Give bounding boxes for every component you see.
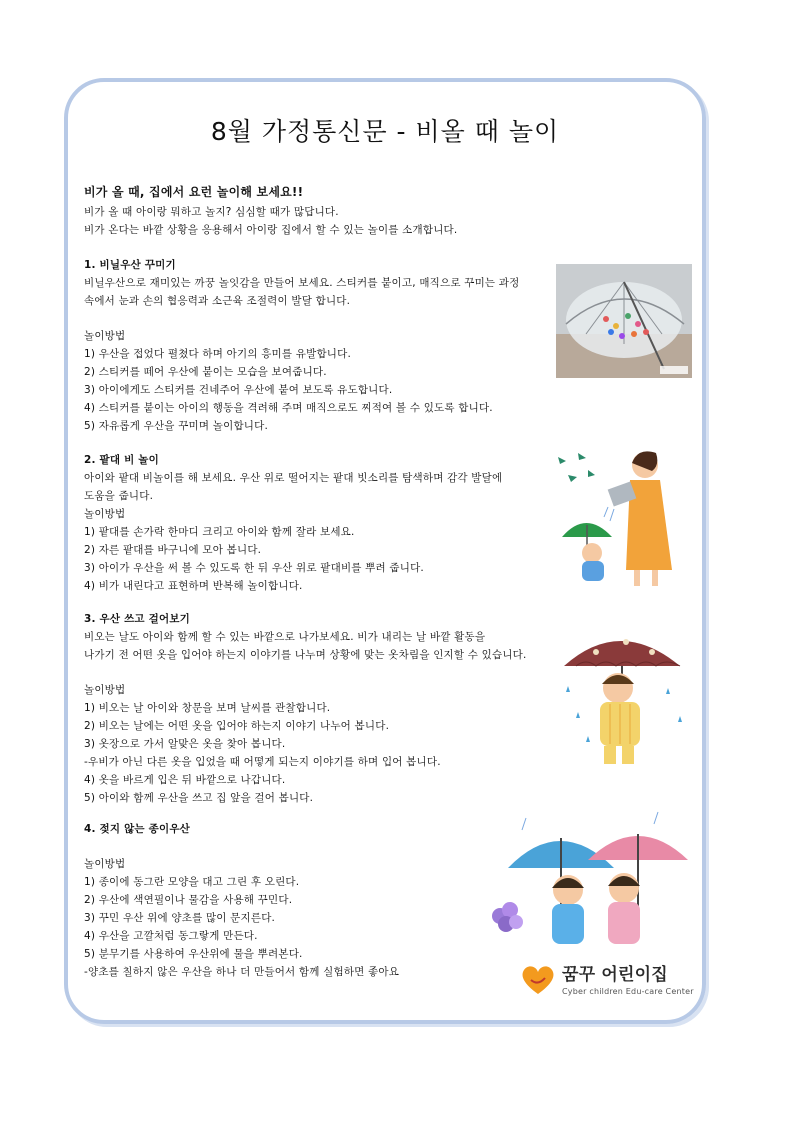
raincoat-child-illustration bbox=[556, 622, 696, 772]
section-2-step: 3) 아이가 우산을 써 볼 수 있도록 한 뒤 우산 위로 팥대비를 뿌려 줍니다. bbox=[84, 562, 424, 574]
two-children-umbrellas-illustration bbox=[488, 798, 694, 960]
section-4-method-label: 놀이방법 bbox=[84, 858, 126, 870]
section-2-desc-1: 아이와 팥대 비놀이를 해 보세요. 우산 위로 떨어지는 팥대 빗소리를 탐색하며 감각 발달에 bbox=[84, 472, 503, 484]
section-1-method-label: 놀이방법 bbox=[84, 330, 126, 342]
section-1-step: 1) 우산을 접었다 펼쳤다 하며 아기의 흥미를 유발합니다. bbox=[84, 348, 352, 360]
section-2-desc-2: 도움을 줍니다. bbox=[84, 490, 154, 502]
section-3-step-note: -우비가 아닌 다른 옷을 입었을 때 어떻게 되는지 이야기를 하며 입어 봅니다. bbox=[84, 756, 441, 768]
intro-heading: 비가 올 때, 집에서 요런 놀이해 보세요!! bbox=[84, 185, 304, 199]
section-4-step: 1) 종이에 동그란 모양을 대고 그린 후 오린다. bbox=[84, 876, 300, 888]
rain-play-illustration bbox=[548, 445, 698, 590]
section-1-step: 2) 스티커를 떼어 우산에 붙이는 모습을 보여줍니다. bbox=[84, 366, 327, 378]
section-1-step: 4) 스티커를 붙이는 아이의 행동을 격려해 주며 매직으로도 찌적여 볼 수 있도록 합니다. bbox=[84, 402, 493, 414]
logo-subtitle: Cyber children Edu-care Center bbox=[562, 987, 694, 996]
section-2-step: 1) 팥대를 손가락 한마디 크리고 아이와 함께 잘라 보세요. bbox=[84, 526, 355, 538]
intro-line-2: 비가 온다는 바깥 상황을 응용해서 아이랑 집에서 할 수 있는 놀이를 소개합니다. bbox=[84, 224, 458, 236]
section-4-heading: 4. 젖지 않는 종이우산 bbox=[84, 823, 191, 835]
section-3-desc-2: 나가기 전 어떤 옷을 입어야 하는지 이야기를 나누며 상황에 맞는 옷차림을 인지할 수 있습니다. bbox=[84, 649, 527, 661]
section-3-heading: 3. 우산 쓰고 걸어보기 bbox=[84, 613, 191, 625]
section-3-desc-1: 비오는 날도 아이와 함께 할 수 있는 바깥으로 나가보세요. 비가 내리는 날 바깥 활동을 bbox=[84, 631, 486, 643]
section-2-step: 2) 자른 팥대를 바구니에 모아 봅니다. bbox=[84, 544, 262, 556]
section-1-desc-2: 속에서 눈과 손의 협응력과 소근육 조절력이 발달 합니다. bbox=[84, 295, 351, 307]
section-4-step: 2) 우산에 색연필이나 물감을 사용해 꾸민다. bbox=[84, 894, 293, 906]
umbrella-photo bbox=[556, 264, 692, 378]
section-2-heading: 2. 팥대 비 놀이 bbox=[84, 454, 159, 466]
section-1-step: 5) 자유롭게 우산을 꾸미며 놀이합니다. bbox=[84, 420, 269, 432]
intro-line-1: 비가 올 때 아이랑 뭐하고 놀지? 심심할 때가 많답니다. bbox=[84, 206, 339, 218]
logo-name: 꿈꾸 어린이집 bbox=[562, 965, 668, 985]
section-1-heading: 1. 비닐우산 꾸미기 bbox=[84, 259, 176, 271]
section-3-step: 5) 아이와 함께 우산을 쓰고 집 앞을 걸어 봅니다. bbox=[84, 792, 314, 804]
section-2-step: 4) 비가 내린다고 표현하며 반복해 놀이합니다. bbox=[84, 580, 303, 592]
section-1-desc-1: 비닐우산으로 재미있는 까꿍 놀잇감을 만들어 보세요. 스티커를 붙이고, 매직으로 꾸미는 과정 bbox=[84, 277, 520, 289]
section-2-method-label: 놀이방법 bbox=[84, 508, 126, 520]
page-title: 8월 가정통신문 - 비올 때 놀이 bbox=[210, 117, 560, 146]
section-3-step: 3) 옷장으로 가서 알맞은 옷을 찾아 봅니다. bbox=[84, 738, 286, 750]
section-3-step: 4) 옷을 바르게 입은 뒤 바깥으로 나갑니다. bbox=[84, 774, 286, 786]
section-4-step: 4) 우산을 고깔처럼 동그랗게 만든다. bbox=[84, 930, 258, 942]
section-1-step: 3) 아이에게도 스티커를 건네주어 우산에 붙여 보도록 유도합니다. bbox=[84, 384, 393, 396]
section-4-step: 5) 분무기를 사용하여 우산위에 물을 뿌려본다. bbox=[84, 948, 303, 960]
heart-logo-icon bbox=[520, 964, 556, 996]
section-4-step: 3) 꾸민 우산 위에 양초를 많이 문지른다. bbox=[84, 912, 276, 924]
section-3-step: 2) 비오는 날에는 어떤 옷을 입어야 하는지 이야기 나누어 봅니다. bbox=[84, 720, 390, 732]
section-3-method-label: 놀이방법 bbox=[84, 684, 126, 696]
section-4-step-note: -양초를 칠하지 않은 우산을 하나 더 만들어서 함께 실험하면 좋아요 bbox=[84, 966, 400, 978]
section-3-step: 1) 비오는 날 아이와 창문을 보며 날씨를 관찰합니다. bbox=[84, 702, 331, 714]
